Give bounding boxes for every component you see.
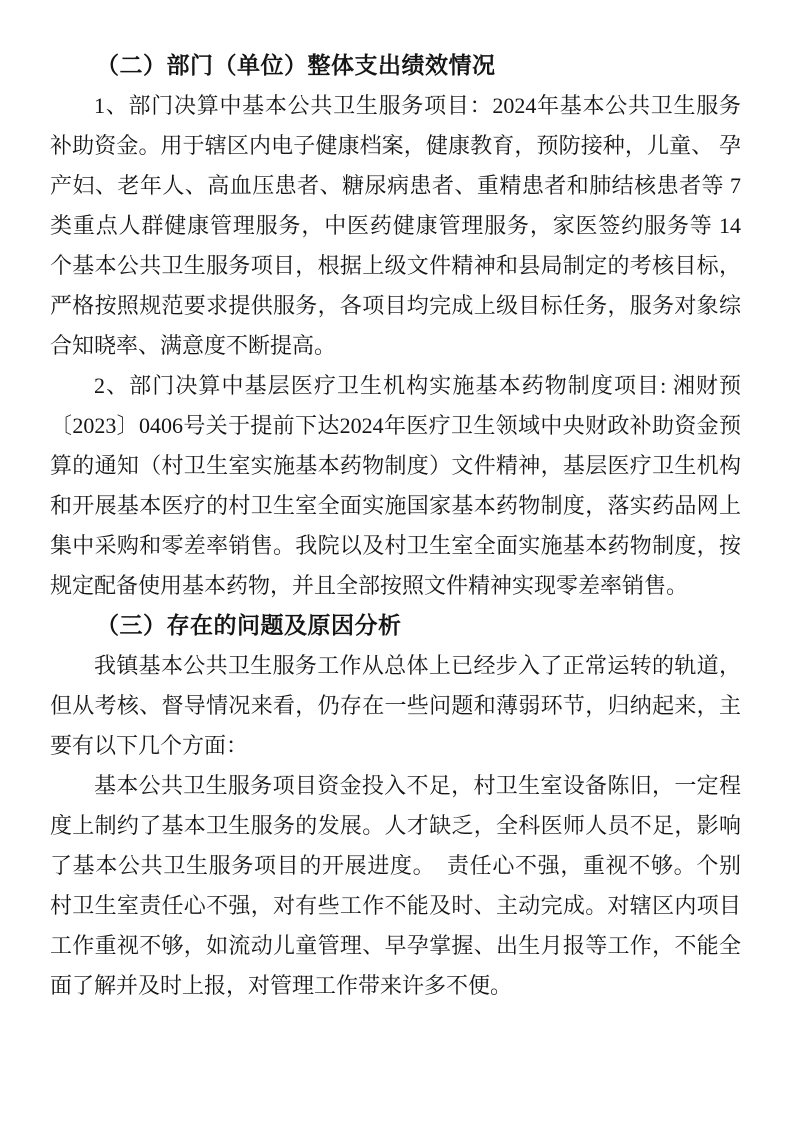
paragraph-funding-and-responsibility-issues: 基本公共卫生服务项目资金投入不足，村卫生室设备陈旧，一定程度上制约了基本卫生服务的发展。人才缺乏，全科医师人员不足，影响了基本公共卫生服务项目的开展进度。 责任心不强，重视不够。个别村卫生室责任心不强，对有些工作不能及时、主动完成。对辖区内项目工作重视不够，如流动儿童管理、早孕掌握、出生月报等工作，不能全面了解并及时上报，对管理工作带来许多不便。 [50, 773, 741, 998]
paragraph-overall-operation-status: 我镇基本公共卫生服务工作从总体上已经步入了正常运转的轨道，但从考核、督导情况来看，仍存在一些问题和薄弱环节，归纳起来，主要有以下几个方面： [50, 653, 741, 758]
paragraph-essential-drug-system-project: 2、部门决算中基层医疗卫生机构实施基本药物制度项目: 湘财预〔2023〕0406号关于提前下达2024年医疗卫生领域中央财政补助资金预算的通知（村卫生室实施基本药物制度）文件精神，基层医疗卫生机构和开展基本医疗的村卫生室全面实施国家基本药物制度，落实药品网上集中采购和零差率销售。我院以及村卫生室全面实施基本药物制度，按规定配备使用基本药物，并且全部按照文件精神实现零差率销售。 [50, 373, 741, 598]
section-heading-overall-expenditure-performance: （二）部门（单位）整体支出绩效情况 [96, 53, 496, 78]
paragraph-basic-public-health-project: 1、部门决算中基本公共卫生服务项目：2024年基本公共卫生服务补助资金。用于辖区内电子健康档案，健康教育，预防接种，儿童、 孕产妇、老年人、高血压患者、糖尿病患者、重精患者和肺结核患者等 7 类重点人群健康管理服务，中医药健康管理服务，家医签约服务等 14 个基本公共卫生服务项目，根据上级文件精神和县局制定的考核目标，严格按照规范要求提供服务，各项目均完成上级目标任务，服务对象综合知晓率、满意度不断提高。 [50, 93, 741, 358]
section-heading-problems-and-cause-analysis: （三）存在的问题及原因分析 [96, 613, 402, 638]
